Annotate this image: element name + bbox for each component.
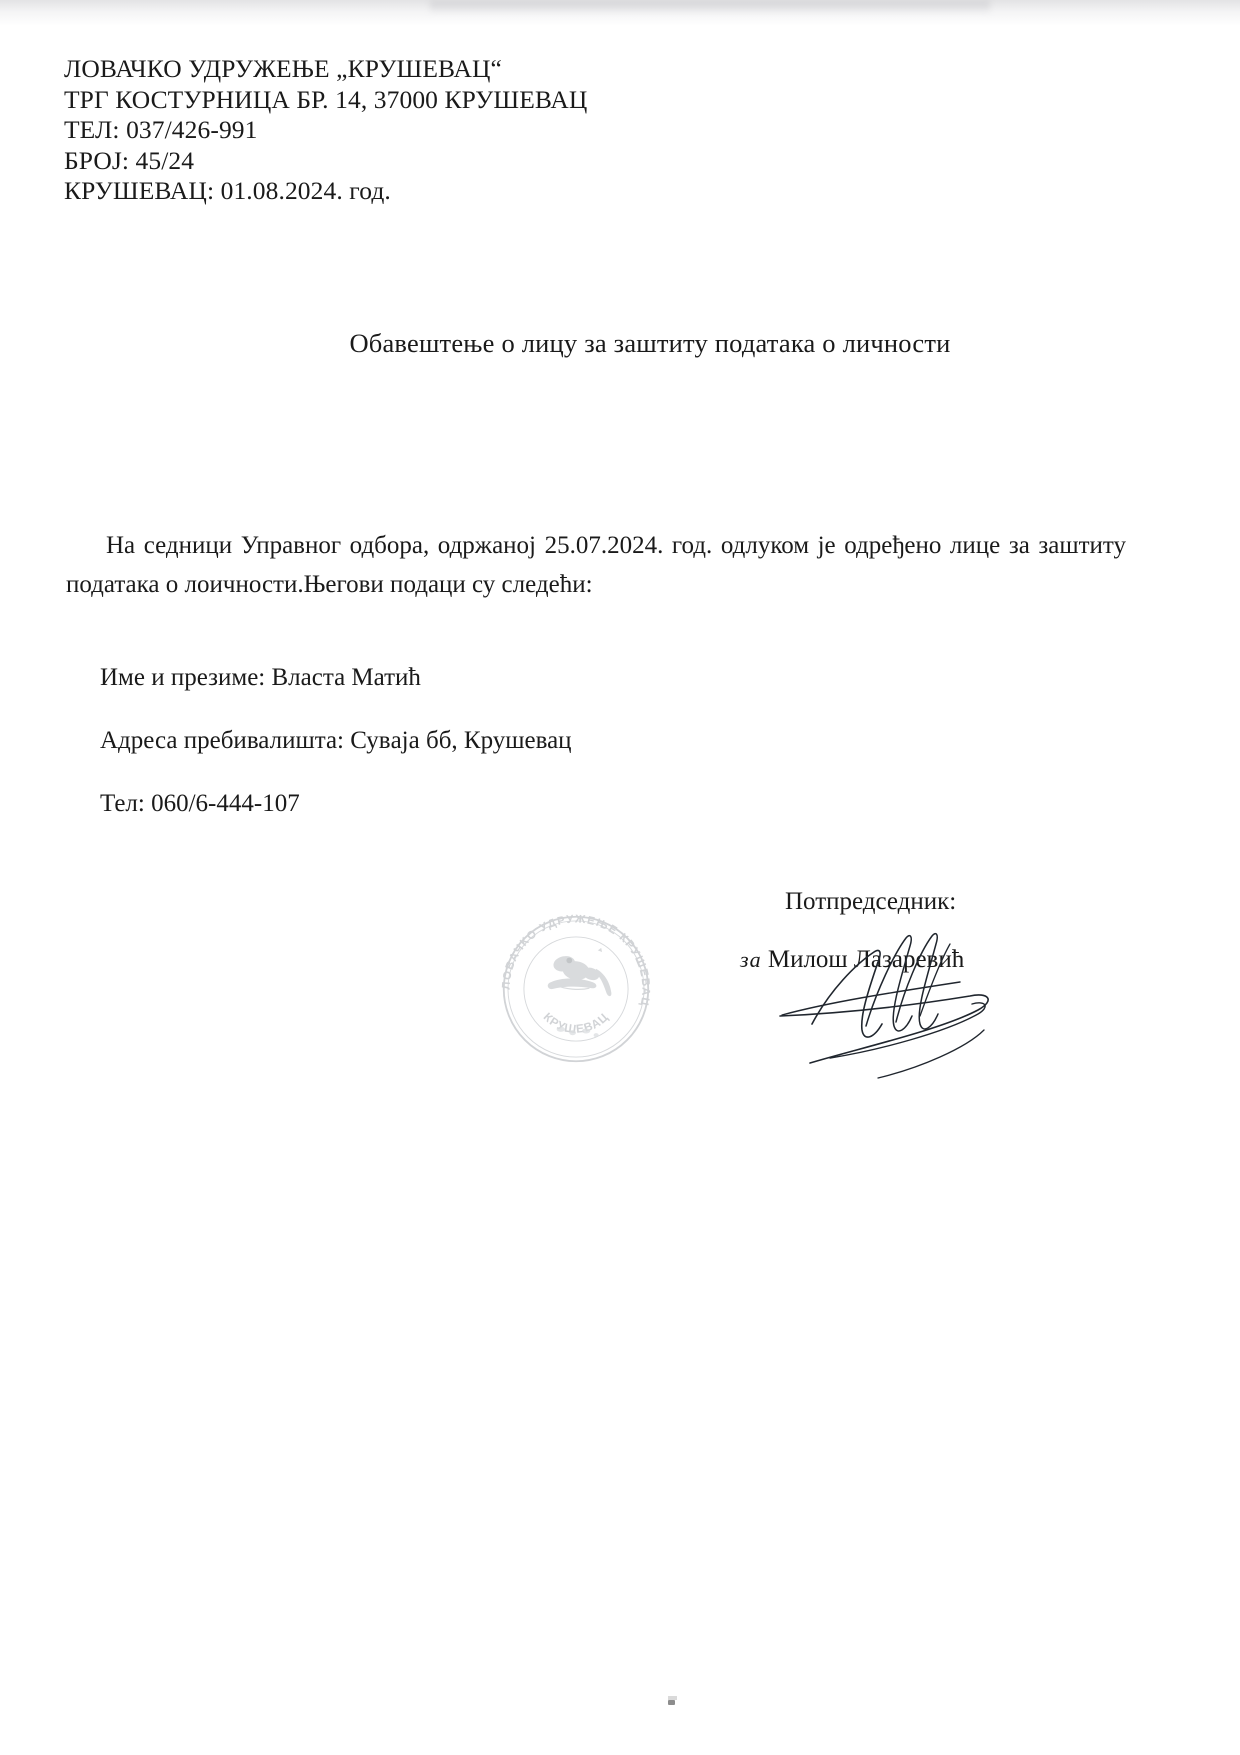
svg-text:ЛОВАЧКО УДРУЖЕЊЕ КРУШЕВАЦ: ЛОВАЧКО УДРУЖЕЊЕ КРУШЕВАЦ — [500, 913, 652, 1008]
detail-row — [100, 790, 572, 818]
detail-value-name: Власта Матић — [271, 664, 421, 691]
body-paragraph: На седници Управног одбора, одржаној 25.07.2024. год. одлуком је одређено лице за заштиту података о лоичности.Његови подаци су следећи: — [66, 532, 1126, 598]
signature-prefix: за — [740, 947, 762, 972]
detail-row — [100, 664, 572, 692]
letterhead-organization: ЛОВАЧКО УДРУЖЕЊЕ „КРУШЕВАЦ“ — [64, 54, 502, 83]
detail-label-name: Име и презиме: — [100, 664, 266, 691]
letterhead — [64, 54, 587, 207]
person-details — [100, 664, 572, 818]
scan-edge-artifact — [0, 0, 1240, 26]
signatory-name-line — [740, 946, 1120, 974]
detail-label-phone: Тел: — [100, 790, 145, 817]
detail-value-phone: 060/6-444-107 — [151, 790, 300, 817]
detail-label-address: Адреса пребивалишта: — [100, 727, 344, 754]
letterhead-place-and-date: КРУШЕВАЦ: 01.08.2024. год. — [64, 176, 391, 205]
scan-speck-artifact — [668, 1700, 675, 1705]
signatory-role: Потпредседник: — [785, 888, 957, 915]
letterhead-reference-number: БРОЈ: 45/24 — [64, 145, 195, 175]
svg-text:КРУШЕВАЦ: КРУШЕВАЦ — [540, 1010, 612, 1037]
page-title — [0, 328, 1240, 359]
detail-value-address: Сувaja бб, Крушевац — [350, 727, 572, 754]
signature-block — [700, 888, 1120, 974]
detail-row — [100, 727, 572, 755]
body-text — [66, 526, 1126, 604]
signatory-name: Милош Лазаревић — [767, 946, 965, 973]
letterhead-phone: ТЕЛ: 037/426-991 — [64, 115, 258, 144]
page-title-text: Обавештење о лицу за заштиту података о личности — [349, 328, 951, 358]
letterhead-address: ТРГ КОСТУРНИЦА БР. 14, 37000 КРУШЕВАЦ — [64, 84, 588, 114]
official-round-stamp-icon — [492, 905, 660, 1073]
